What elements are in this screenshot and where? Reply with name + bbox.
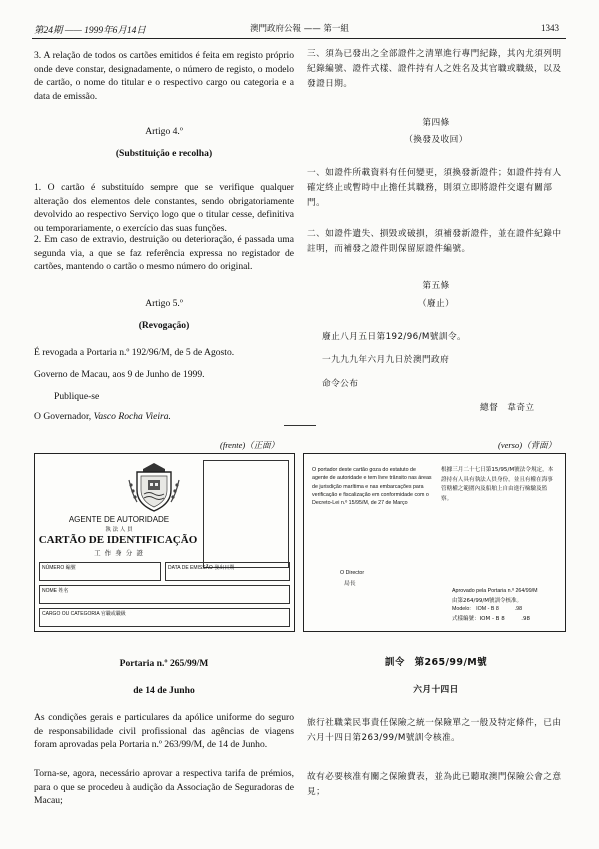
photo-placeholder xyxy=(203,460,289,568)
card-title-pt: CARTÃO DE IDENTIFICAÇÃO xyxy=(38,534,198,546)
zh-article-5-title: 第五條 xyxy=(422,281,450,291)
portaria-para-1: As condições gerais e particulares da apólice uniforme do seguro de responsabilidade civil profissional das agências de viagens foram aprovadas pela Portaria n.º 263/99/M, de 14 de Junho. xyxy=(34,712,294,750)
portaria-date: de 14 de Junho xyxy=(133,685,195,696)
card-field-cargo: CARGO OU CATEGORIA 官職或職級 xyxy=(39,608,290,627)
zh-governor-signature: 總督 韋奇立 xyxy=(480,403,535,413)
card-field-numero: NÚMERO 編號 xyxy=(39,562,161,581)
xunling-title: 訓令 第265/99/M號 xyxy=(384,657,488,668)
header-publication: 澳門政府公報 —— 第一組 xyxy=(250,24,349,34)
pt-government-date: Governo de Macau, aos 9 de Junho de 1999. xyxy=(34,369,205,380)
card-back-director-zh: 局長 xyxy=(344,581,356,587)
header-issue-date: 第24期 —— 1999年6月14日 xyxy=(34,26,146,36)
card-back-caption: (verso)（背面） xyxy=(498,440,557,450)
pt-article-4-para-1: 1. O cartão é substituído sempre que se verifique qualquer alteração dos elementos dele constantes, sendo obrigatoriamente devolvido ao respectivo Serviço logo que o titular cesse, definitiva ou temporariamente, o exercício das suas funções. xyxy=(34,182,294,234)
card-front-caption: (frente)（正面） xyxy=(220,440,280,450)
header-rule xyxy=(32,38,566,39)
zh-article-4-para-2: 二、如證件遺失、損毀或破損，須補發新證件，並在證件紀錄中註明，而補發之證件則保留原證件編號。 xyxy=(307,229,562,254)
macau-crest-icon xyxy=(125,460,183,514)
card-back-text-zh: 根據三月二十七日第15/95/M號法令規定，本證持有人具有執法人員身份，並且有權在海事管轄權之範圍內及船舶上自由進行檢驗及監察。 xyxy=(441,467,554,502)
pt-item-3: 3. A relação de todos os cartões emitidos é feita em registo próprio onde deve constar, designadamente, o número de registo, o modelo de cartão, o nome do titular e o respectivo cargo ou categoria e a data de emissão. xyxy=(34,50,294,102)
zh-article-4-subtitle: （換發及收回） xyxy=(404,135,468,145)
card-back-text-pt: O portador deste cartão goza do estatuto de agente de autoridade e tem livre trânsito nas áreas de jurisdição marítima e nas embarcações para verificação e fiscalização em conformidade com o Decreto-Lei n.º 15/95/M, de 27 de Março xyxy=(312,467,432,507)
card-agent-zh: 執 法 人 員 xyxy=(105,527,133,533)
xunling-para-1: 旅行社職業民事責任保險之統一保險單之一般及特定條件，已由六月十四日第263/99/M號訓令核准。 xyxy=(307,718,562,743)
pt-article-4-para-2: 2. Em caso de extravio, destruição ou deterioração, é passada uma segunda via, a que se faz referência expressa no registador de cartões, mantendo o cartão o mesmo número do original. xyxy=(34,234,294,272)
zh-government-date: 一九九九年六月九日於澳門政府 xyxy=(322,355,450,365)
card-back-modelo: Modelo: IOM - B 8 .98 xyxy=(452,606,523,612)
card-field-nome: NOME 姓名 xyxy=(39,585,290,604)
card-back-approved-zh: 由第264/99/M號訓令核准。 xyxy=(452,598,522,604)
pt-publique: Publique-se xyxy=(54,391,100,402)
pt-governor-prefix: O Governador, xyxy=(34,411,94,422)
pt-article-5-subtitle: (Revogação) xyxy=(138,320,190,331)
card-back-approved: Aprovado pela Portaria n.º 264/99/M xyxy=(452,588,538,594)
xunling-date: 六月十四日 xyxy=(413,685,459,695)
pt-article-4-subtitle: (Substituição e recolha) xyxy=(115,148,213,159)
card-back-director-pt: O Director xyxy=(340,570,365,576)
xunling-para-2: 故有必要核准有關之保險費表，並為此已聽取澳門保險公會之意見； xyxy=(307,772,562,797)
card-back-modelo-zh: 式樣編號：IOM - B 8 .98 xyxy=(452,616,530,622)
section-divider xyxy=(284,425,316,426)
zh-article-4-para-1: 一、如證件所載資料有任何變更，須換發新證件；如證件持有人確定終止或暫時中止擔任其職務，則須立即將證件交還有關部門。 xyxy=(307,168,562,208)
portaria-para-2: Torna-se, agora, necessário aprovar a respectiva tarifa de prémios, para o que se procedeu à audição da Associação de Seguradoras de Macau; xyxy=(34,768,294,806)
id-card-front xyxy=(34,453,295,632)
pt-governor-signature xyxy=(34,410,294,424)
card-field-data-emissao: DATA DE EMISSÃO 發出日期 xyxy=(165,562,290,581)
header-page-number: 1343 xyxy=(541,23,559,33)
zh-publique: 命令公布 xyxy=(322,379,359,389)
id-card-back xyxy=(303,453,566,632)
zh-item-3: 三、須為已發出之全部證件之清單進行專門紀錄，其內尤須列明紀錄編號、證件式樣、證件持有人之姓名及其官職或職級，以及發證日期。 xyxy=(307,49,562,89)
pt-article-5-title: Artigo 5.º xyxy=(145,298,183,309)
zh-article-5-subtitle: （廢止） xyxy=(417,299,455,309)
card-title-zh: 工 作 身 分 證 xyxy=(94,549,144,557)
pt-revocation: É revogada a Portaria n.º 192/96/M, de 5 de Agosto. xyxy=(34,347,235,358)
zh-article-4-title: 第四條 xyxy=(422,118,450,128)
pt-article-4-title: Artigo 4.º xyxy=(145,126,183,137)
portaria-title: Portaria n.º 265/99/M xyxy=(119,658,209,669)
zh-revocation: 廢止八月五日第192/96/M號訓令。 xyxy=(322,332,467,342)
pt-governor-name: Vasco Rocha Vieira. xyxy=(93,411,171,422)
card-agent-pt: AGENTE DE AUTORIDADE xyxy=(68,515,170,524)
